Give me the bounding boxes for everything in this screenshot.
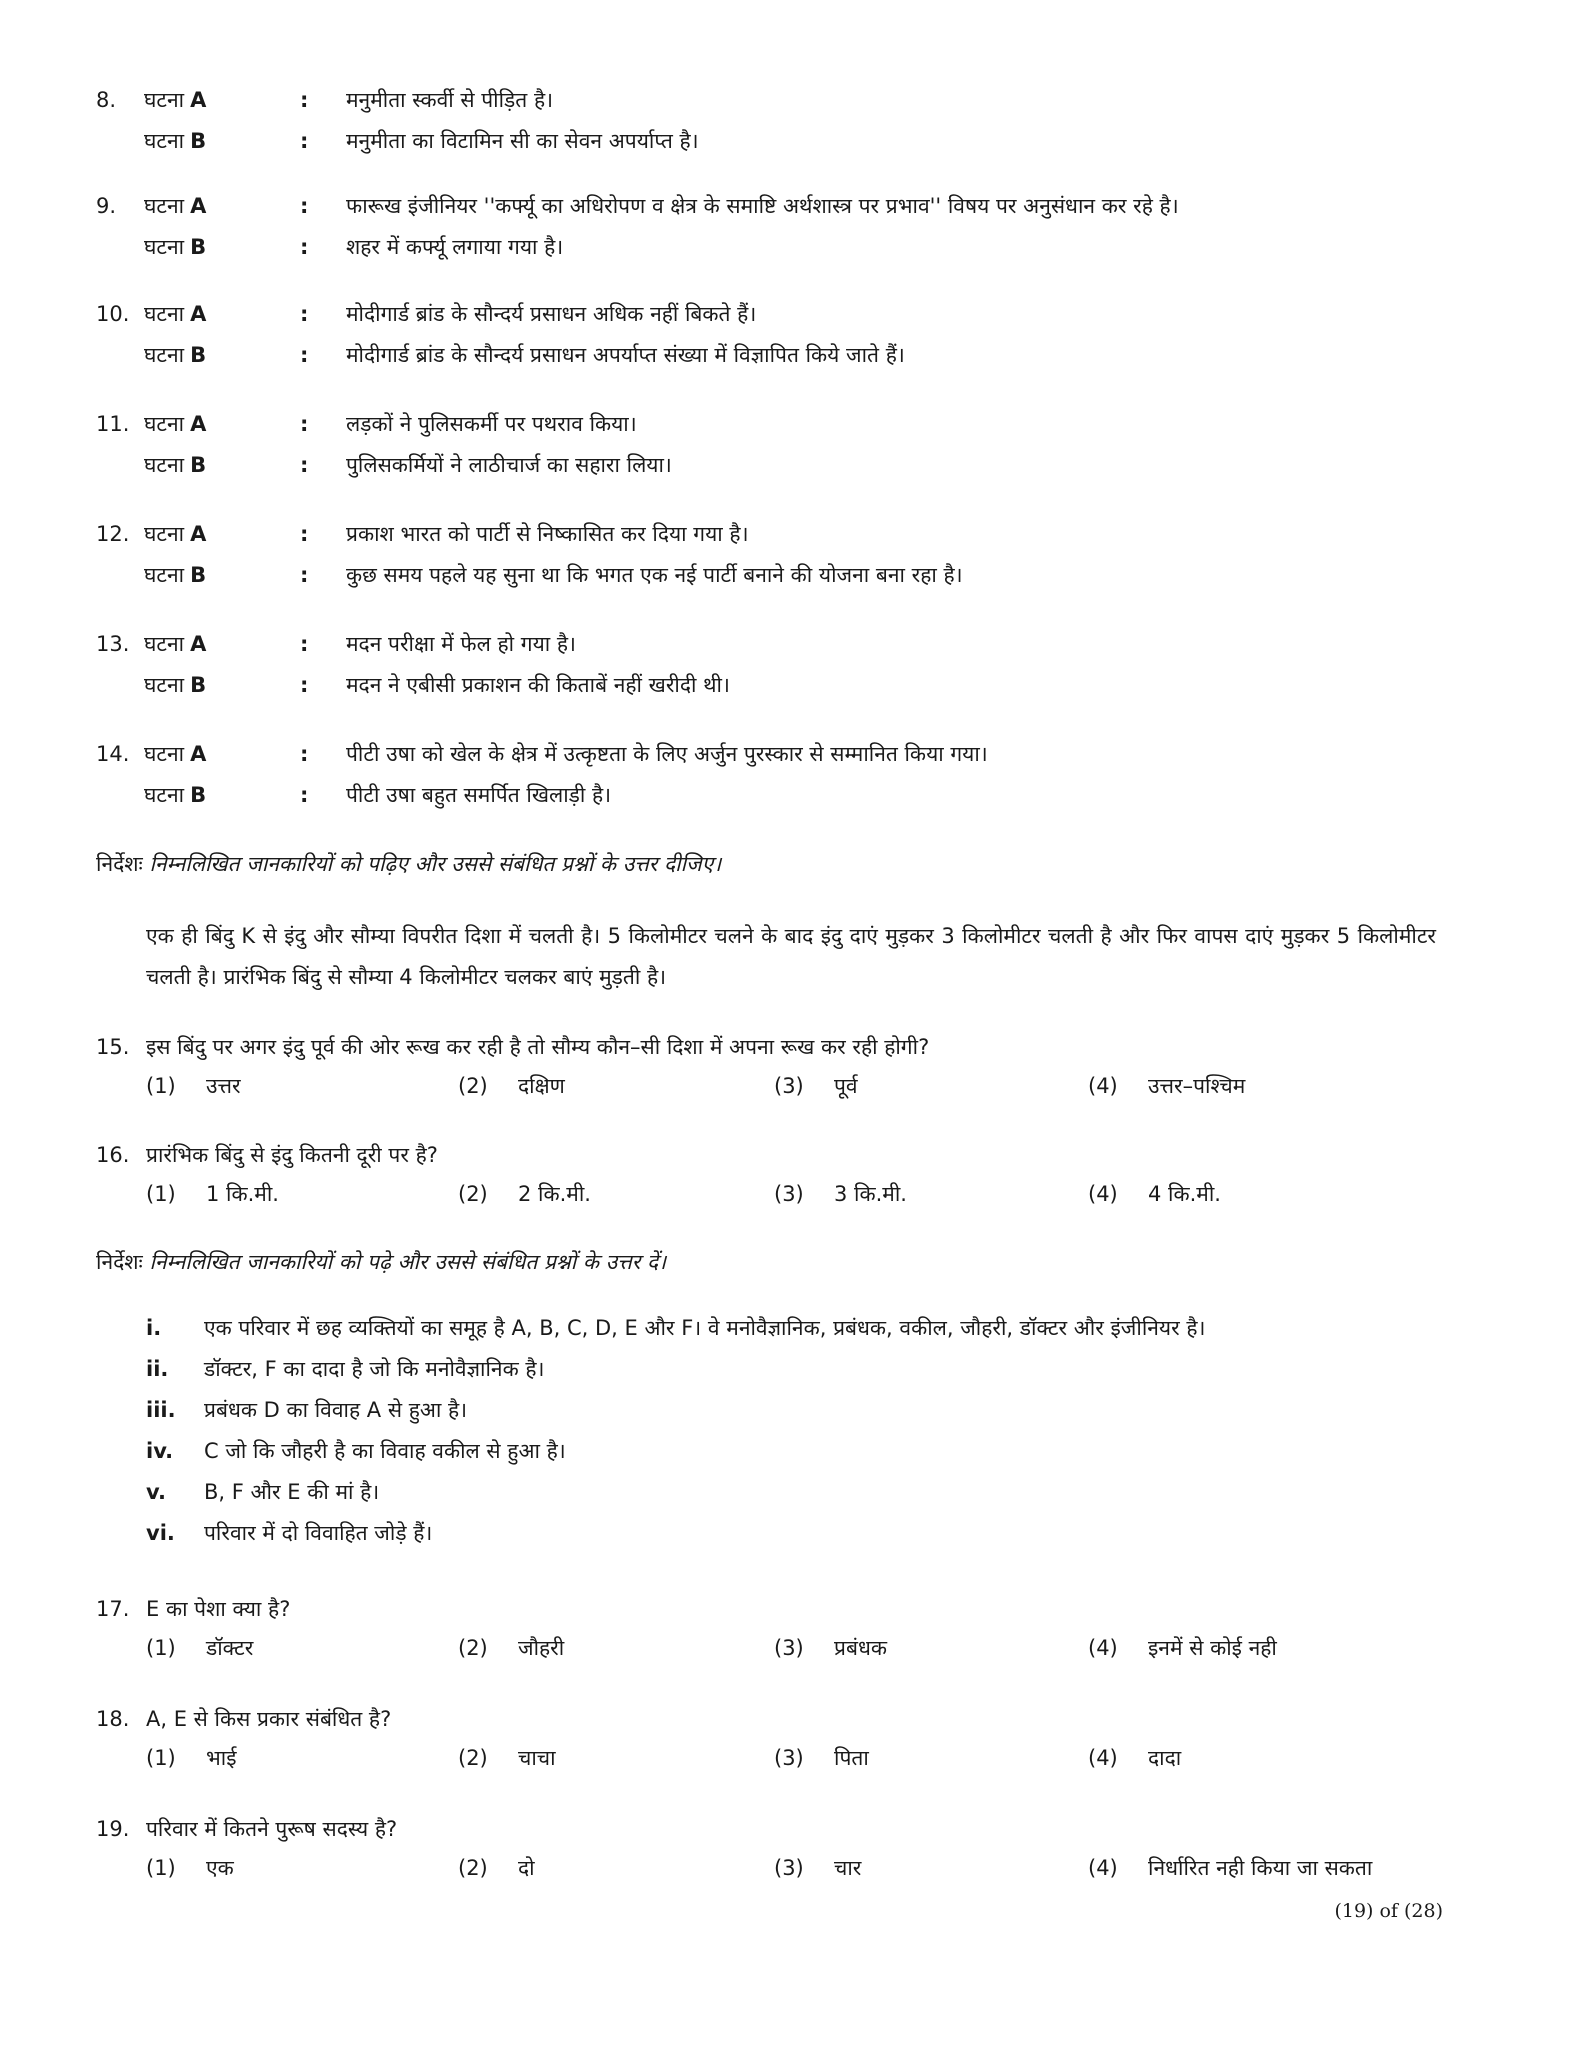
question-18: 18. A, E से किस प्रकार संबंधित है? (1) भाई (2) चाचा (3) पिता (4) दादा — [96, 1700, 1516, 1778]
question-number: 19. — [96, 1817, 130, 1841]
event-b-text: शहर में कर्फ्यू लगाया गया है। — [346, 235, 564, 259]
question-number: 17. — [96, 1597, 130, 1621]
colon: : — [300, 522, 309, 546]
question-number: 9. — [96, 194, 117, 218]
question-number: 14. — [96, 742, 130, 766]
event-label: घटना B — [144, 563, 207, 587]
question-text: E का पेशा क्या है? — [146, 1597, 291, 1621]
colon: : — [300, 88, 309, 112]
direction-1 — [96, 850, 721, 878]
direction-2 — [96, 1248, 666, 1276]
colon: : — [300, 302, 309, 326]
list-item: v. B, F और E की मां है। — [146, 1480, 380, 1504]
pair-8 — [96, 80, 1516, 162]
pair-10 — [96, 294, 1516, 376]
event-a-text: मदन परीक्षा में फेल हो गया है। — [346, 632, 576, 656]
page-number: (19) of (28) — [1334, 1900, 1443, 1922]
question-number: 10. — [96, 302, 130, 326]
question-number: 18. — [96, 1707, 130, 1731]
event-b-text: मदन ने एबीसी प्रकाशन की किताबें नहीं खरीदी थी। — [346, 673, 730, 697]
colon: : — [300, 632, 309, 656]
list-item: iv. C जो कि जौहरी है का विवाह वकील से हुआ है। — [146, 1439, 566, 1463]
question-number: 11. — [96, 412, 130, 436]
event-label: घटना B — [144, 783, 207, 807]
question-text: परिवार में कितने पुरूष सदस्य है? — [146, 1817, 398, 1841]
pair-13 — [96, 624, 1516, 706]
event-label: घटना A — [144, 632, 207, 656]
event-b-text: कुछ समय पहले यह सुना था कि भगत एक नई पार्टी बनाने की योजना बना रहा है। — [346, 563, 963, 587]
question-text: A, E से किस प्रकार संबंधित है? — [146, 1707, 392, 1731]
event-label: घटना A — [144, 88, 207, 112]
event-label: घटना B — [144, 343, 207, 367]
question-number: 16. — [96, 1143, 130, 1167]
event-a-text: पीटी उषा को खेल के क्षेत्र में उत्कृष्टता के लिए अर्जुन पुरस्कार से सम्मानित किया गया। — [346, 742, 988, 766]
direction-body: निम्नलिखित जानकारियों को पढ़े और उससे संबंधित प्रश्नों के उत्तर दें। — [149, 1250, 667, 1274]
event-a-text: मनुमीता स्कर्वी से पीड़ित है। — [346, 88, 554, 112]
pair-9 — [96, 186, 1516, 268]
event-b-text: पीटी उषा बहुत समर्पित खिलाड़ी है। — [346, 783, 612, 807]
event-a-text: लड़कों ने पुलिसकर्मी पर पथराव किया। — [346, 412, 637, 436]
list-item: iii. प्रबंधक D का विवाह A से हुआ है। — [146, 1398, 468, 1422]
event-b-text: मनुमीता का विटामिन सी का सेवन अपर्याप्त है। — [346, 129, 699, 153]
colon: : — [300, 563, 309, 587]
colon: : — [300, 453, 309, 477]
pair-12 — [96, 514, 1516, 596]
event-label: घटना B — [144, 235, 207, 259]
direction-body: निम्नलिखित जानकारियों को पढ़िए और उससे संबंधित प्रश्नों के उत्तर दीजिए। — [149, 852, 722, 876]
pair-11 — [96, 404, 1516, 486]
event-label: घटना A — [144, 522, 207, 546]
question-number: 8. — [96, 88, 117, 112]
event-a-text: फारूख इंजीनियर ''कर्फ्यू का अधिरोपण व क्षेत्र के समाष्टि अर्थशास्त्र पर प्रभाव'' विषय पर अनुसंधान कर रहे है। — [346, 194, 1179, 218]
colon: : — [300, 235, 309, 259]
event-a-text: मोदीगार्ड ब्रांड के सौन्दर्य प्रसाधन अधिक नहीं बिकते हैं। — [346, 302, 757, 326]
question-number: 13. — [96, 632, 130, 656]
event-label: घटना A — [144, 742, 207, 766]
list-item: i. एक परिवार में छह व्यक्तियों का समूह है A, B, C, D, E और F। वे मनोवैज्ञानिक, प्रबंधक, वकील, जौहरी, डॉक्टर और इंजीनियर है। — [146, 1316, 1206, 1340]
event-b-text: पुलिसकर्मियों ने लाठीचार्ज का सहारा लिया। — [346, 453, 672, 477]
facts-list — [146, 1308, 1486, 1554]
event-label: घटना A — [144, 412, 207, 436]
event-label: घटना A — [144, 302, 207, 326]
list-item: vi. परिवार में दो विवाहित जोड़े हैं। — [146, 1521, 433, 1545]
question-19: 19. परिवार में कितने पुरूष सदस्य है? (1) एक (2) दो (3) चार (4) निर्धारित नही किया जा सकता — [96, 1810, 1516, 1888]
list-item: ii. डॉक्टर, F का दादा है जो कि मनोवैज्ञानिक है। — [146, 1357, 545, 1381]
event-a-text: प्रकाश भारत को पार्टी से निष्कासित कर दिया गया है। — [346, 522, 749, 546]
colon: : — [300, 673, 309, 697]
passage-1: एक ही बिंदु K से इंदु और सौम्या विपरीत दिशा में चलती है। 5 किलोमीटर चलने के बाद इंदु दाएं मुड़कर 3 किलोमीटर चलती है और फिर वापस दाएं मुड़कर 5 किलोमीटर चलती है। प्रारंभिक बिंदु से सौम्या 4 किलोमीटर चलकर बाएं मुड़ती है। — [146, 924, 1436, 989]
question-text: इस बिंदु पर अगर इंदु पूर्व की ओर रूख कर रही है तो सौम्य कौन–सी दिशा में अपना रूख कर रही होगी? — [146, 1035, 930, 1059]
event-label: घटना A — [144, 194, 207, 218]
colon: : — [300, 129, 309, 153]
question-16: 16. प्रारंभिक बिंदु से इंदु कितनी दूरी पर है? (1) 1 कि.मी. (2) 2 कि.मी. (3) 3 कि.मी. (4) 4 कि.मी. — [96, 1136, 1516, 1214]
question-15: 15. इस बिंदु पर अगर इंदु पूर्व की ओर रूख कर रही है तो सौम्य कौन–सी दिशा में अपना रूख कर रही होगी? (1) उत्तर (2) दक्षिण (3) पूर्व (4) उत्तर–पश्चिम — [96, 1028, 1516, 1106]
question-17: 17. E का पेशा क्या है? (1) डॉक्टर (2) जौहरी (3) प्रबंधक (4) इनमें से कोई नही — [96, 1590, 1516, 1668]
direction-label: निर्देशः — [96, 1250, 143, 1274]
question-number: 15. — [96, 1035, 130, 1059]
colon: : — [300, 194, 309, 218]
question-number: 12. — [96, 522, 130, 546]
event-b-text: मोदीगार्ड ब्रांड के सौन्दर्य प्रसाधन अपर्याप्त संख्या में विज्ञापित किये जाते हैं। — [346, 343, 905, 367]
event-label: घटना B — [144, 673, 207, 697]
event-label: घटना B — [144, 453, 207, 477]
direction-label: निर्देशः — [96, 852, 143, 876]
colon: : — [300, 783, 309, 807]
colon: : — [300, 412, 309, 436]
event-label: घटना B — [144, 129, 207, 153]
pair-14 — [96, 734, 1516, 816]
colon: : — [300, 742, 309, 766]
question-text: प्रारंभिक बिंदु से इंदु कितनी दूरी पर है? — [146, 1143, 438, 1167]
colon: : — [300, 343, 309, 367]
